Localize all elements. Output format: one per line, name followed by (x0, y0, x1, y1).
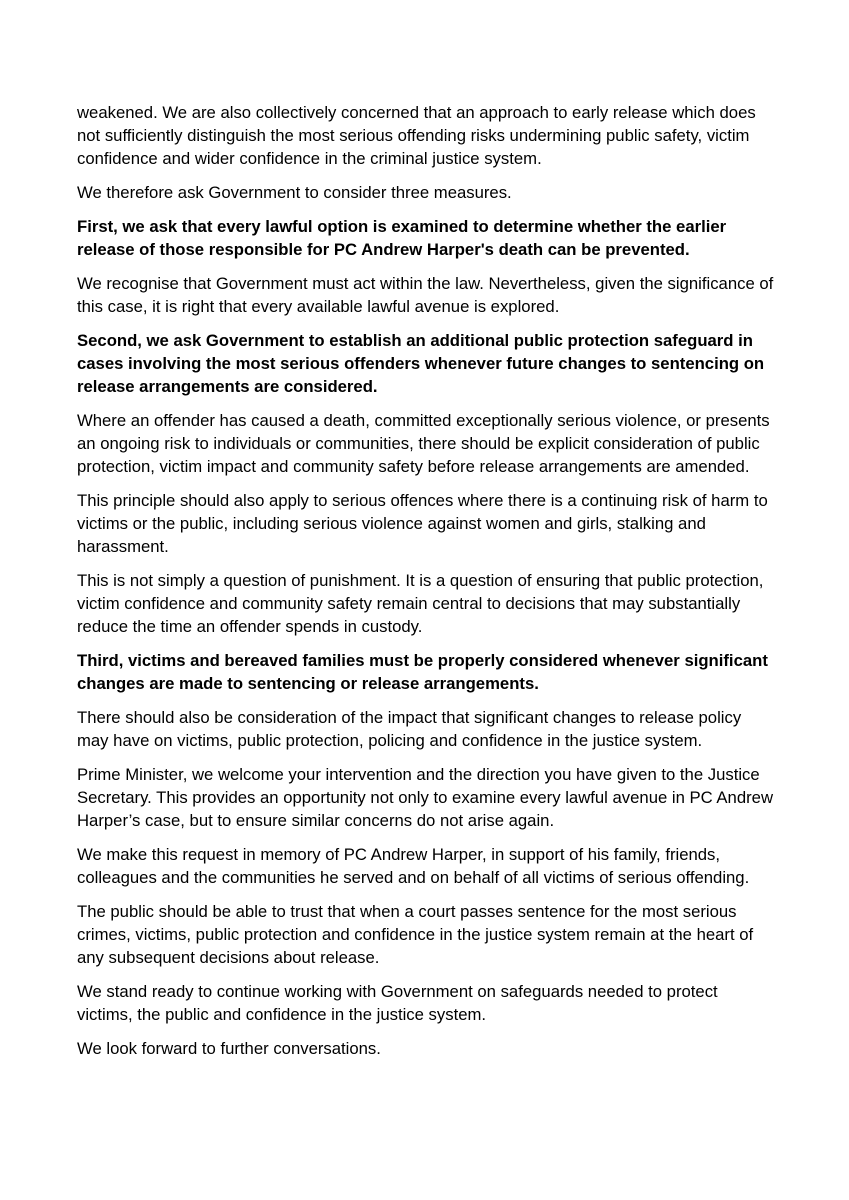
paragraph-three-measures-intro: We therefore ask Government to consider three measures. (77, 183, 512, 202)
paragraph-second-measure-detail: Where an offender has caused a death, committed exceptionally serious violence, or presents an ongoing risk to individuals or communities, there should be explicit consideration of public protection, victim impact and community safety before release arrangements are amended. (77, 411, 770, 476)
paragraph-concern: weakened. We are also collectively concerned that an approach to early release which does not sufficiently distinguish the most serious offending risks undermining public safety, victim confidence and wider confidence in the criminal justice system. (77, 103, 756, 168)
heading-first-measure: First, we ask that every lawful option is examined to determine whether the earlier release of those responsible for PC Andrew Harper's death can be prevented. (77, 217, 727, 259)
heading-second-measure: Second, we ask Government to establish an additional public protection safeguard in cases involving the most serious offenders whenever future changes to sentencing on release arrangements are considered. (77, 331, 765, 396)
paragraph-first-measure: We recognise that Government must act within the law. Nevertheless, given the significance of this case, it is right that every available lawful avenue is explored. (77, 274, 774, 316)
paragraph-second-measure-rationale: This is not simply a question of punishment. It is a question of ensuring that public protection, victim confidence and community safety remain central to decisions that may substantially reduce the time an offender spends in custody. (77, 571, 764, 636)
paragraph-third-measure: There should also be consideration of the impact that significant changes to release policy may have on victims, public protection, policing and confidence in the justice system. (77, 708, 742, 750)
paragraph-prime-minister: Prime Minister, we welcome your intervention and the direction you have given to the Justice Secretary. This provides an opportunity not only to examine every lawful avenue in PC Andrew Harper’s case, but to ensure similar concerns do not arise again. (77, 765, 773, 830)
heading-third-measure: Third, victims and bereaved families must be properly considered whenever significant changes are made to sentencing or release arrangements. (77, 651, 768, 693)
paragraph-in-memory: We make this request in memory of PC Andrew Harper, in support of his family, friends, colleagues and the communities he served and on behalf of all victims of serious offending. (77, 845, 750, 887)
paragraph-closing: We look forward to further conversations. (77, 1039, 381, 1058)
letter-page (77, 101, 777, 1071)
paragraph-stand-ready: We stand ready to continue working with Government on safeguards needed to protect victims, the public and confidence in the justice system. (77, 982, 718, 1024)
paragraph-second-measure-scope: This principle should also apply to serious offences where there is a continuing risk of harm to victims or the public, including serious violence against women and girls, stalking and harassment. (77, 491, 768, 556)
paragraph-public-trust: The public should be able to trust that when a court passes sentence for the most serious crimes, victims, public protection and confidence in the justice system remain at the heart of any subsequent decisions about release. (77, 902, 754, 967)
